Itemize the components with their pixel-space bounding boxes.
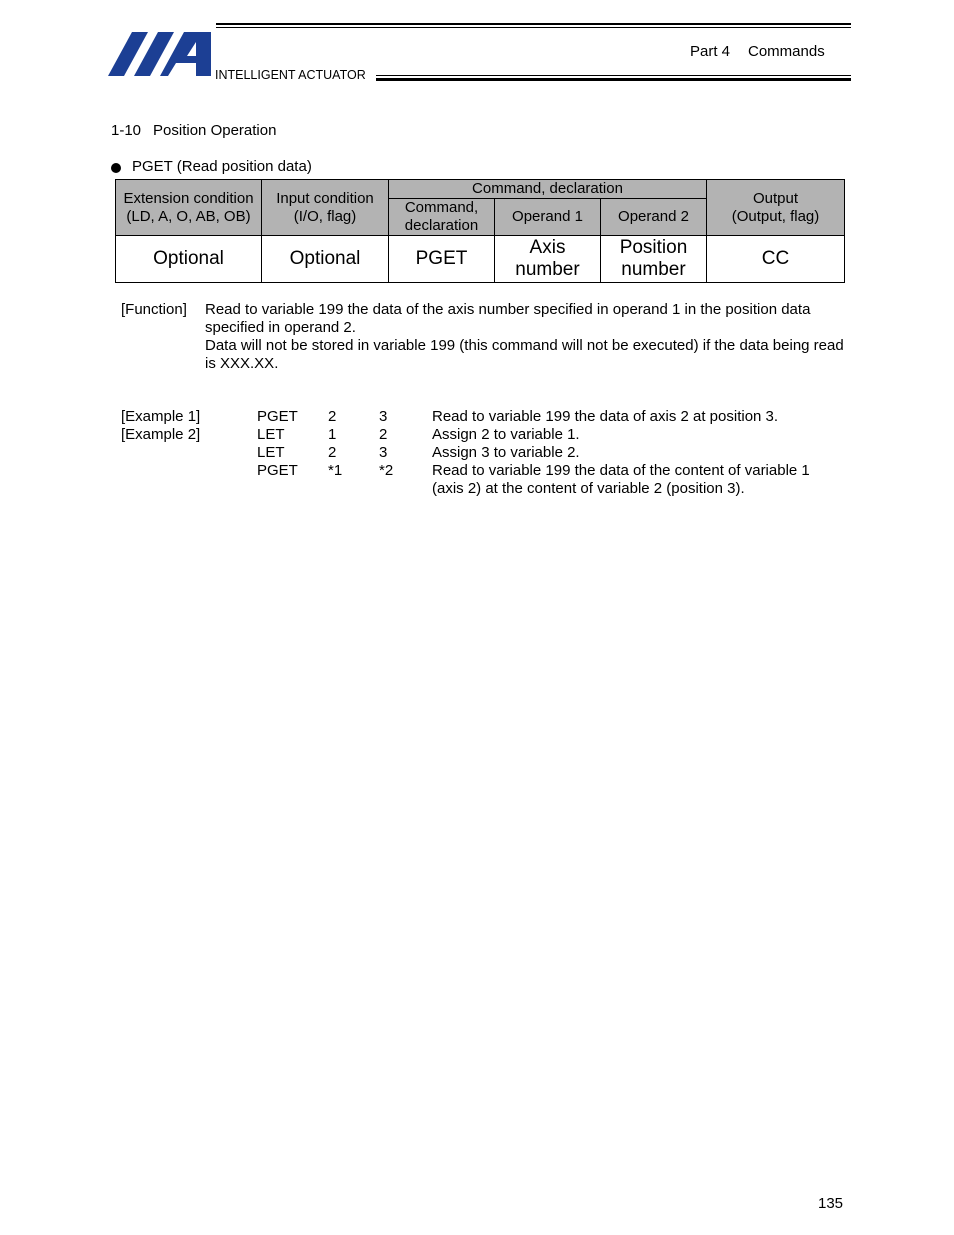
example-description: Assign 2 to variable 1. (432, 426, 580, 443)
command-heading: PGET (Read position data) (132, 158, 312, 175)
cell-operand2: Position number (601, 236, 707, 283)
logo-text: INTELLIGENT ACTUATOR (215, 68, 366, 82)
th-command: Command, declaration (389, 199, 495, 236)
example-operand2: 2 (379, 426, 388, 443)
example-description: Assign 3 to variable 2. (432, 444, 580, 461)
example-operand1: 2 (328, 408, 337, 425)
cell-input-condition: Optional (262, 236, 389, 283)
th-command-declaration-group: Command, declaration (389, 180, 707, 199)
cell-operand1: Axis number (495, 236, 601, 283)
example-label: [Example 1] (121, 408, 201, 425)
bullet-icon (111, 163, 121, 173)
example-operand1: 2 (328, 444, 337, 461)
example-operand1: 1 (328, 426, 337, 443)
example-command: PGET (257, 408, 298, 425)
header-rule-bottom-thin (376, 75, 851, 76)
th-output: Output (Output, flag) (707, 180, 845, 236)
section-title (111, 122, 288, 139)
example-label: [Example 2] (121, 426, 201, 443)
header-rule-bottom-thick (376, 78, 851, 81)
cell-command: PGET (389, 236, 495, 283)
example-description: Read to variable 199 the data of the content of variable 1 (axis 2) at the content of variable 2 (position 3). (432, 462, 810, 497)
command-table (115, 179, 845, 283)
header-part: Part 4 (690, 43, 731, 60)
function-line: Data will not be stored in variable 199 (this command will not be executed) if the data being read is XXX.XX. (205, 337, 844, 372)
th-input-condition: Input condition (I/O, flag) (262, 180, 389, 236)
function-label: [Function] (121, 301, 187, 318)
header-chapter: Commands (748, 43, 825, 60)
cell-extension-condition: Optional (116, 236, 262, 283)
header-rule-top-thin (216, 27, 851, 28)
example-command: LET (257, 426, 285, 443)
page-number: 135 (818, 1195, 844, 1212)
example-command: PGET (257, 462, 298, 479)
example-operand2: 3 (379, 444, 388, 461)
example-command: LET (257, 444, 285, 461)
section-name: Position Operation (153, 122, 277, 139)
example-operand1: *1 (328, 462, 343, 479)
company-logo (108, 32, 214, 78)
section-number: 1-10 (111, 122, 142, 139)
th-operand2: Operand 2 (601, 199, 707, 236)
function-line: Read to variable 199 the data of the axis number specified in operand 1 in the position data specified in operand 2. (205, 301, 811, 336)
function-body (205, 301, 845, 373)
example-operand2: 3 (379, 408, 388, 425)
example-operand2: *2 (379, 462, 394, 479)
th-operand1: Operand 1 (495, 199, 601, 236)
th-extension-condition: Extension condition (LD, A, O, AB, OB) (116, 180, 262, 236)
header-rule-top-thick (216, 23, 851, 25)
cell-output: CC (707, 236, 845, 283)
example-description: Read to variable 199 the data of axis 2 at position 3. (432, 408, 779, 425)
